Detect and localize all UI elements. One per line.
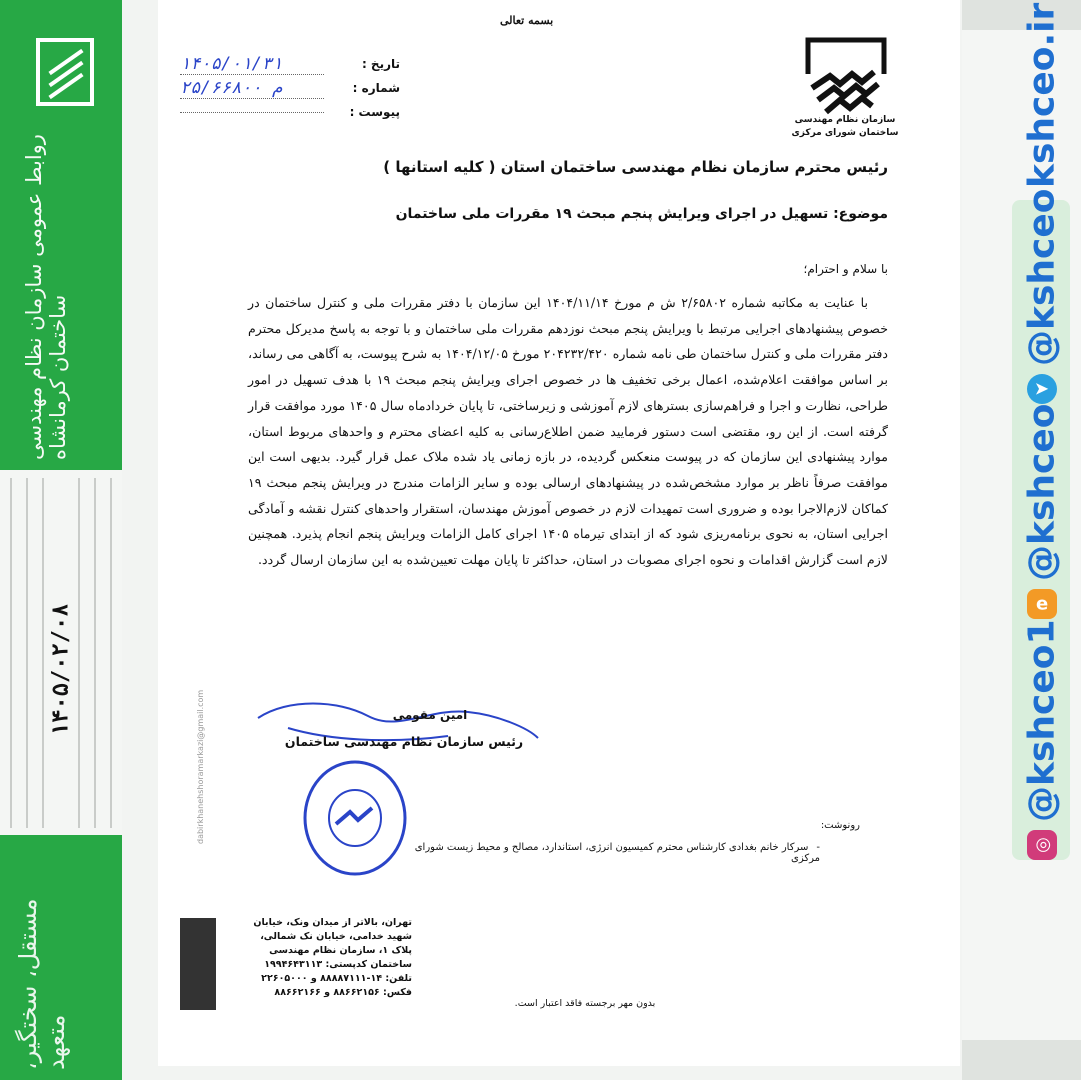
telegram-handle: @kshceo (1021, 188, 1063, 366)
left-banner-title: روابط عمومی سازمان نظام مهندسی ساختمان کرمانشاه (22, 134, 70, 460)
social-links (1016, 3, 1068, 860)
telegram-icon: ➤ (1027, 374, 1057, 404)
body-paragraph: با عنایت به مکاتبه شماره ۲/۶۵۸۰۲ ش م مورخ ۱۴۰۴/۱۱/۱۴ این سازمان با دفتر مقررات ملی و کنترل ساختمان در خصوص پیشنهادهای اجرایی مرتبط با ویرایش پنجم مبحث نوزدهم مقررات ملی ساختمان و با توجه به پاسخ مدیرکل محترم دفتر مقررات ملی و کنترل ساختمان طی نامه شماره ۲۰۴۲۳۲/۴۲۰ مورخ ۱۴۰۴/۱۲/۰۵ به شرح پیوست، به آگاهی می رساند، بر اساس موافقت اعلام‌شده، اعمال برخی تخفیف ها در خصوص اجرای ویرایش پنجم مبحث ۱۹ با هدف تسهیل در امور طراحی، نظارت و اجرا و فراهم‌سازی بسترهای لازم آموزشی و زیرساختی، تا پایان خردادماه سال ۱۴۰۵ مورد موافقت قرار گرفته است. از این رو، مقتضی است دستور فرمایید ضمن اطلاع‌رسانی به کلیه اعضای محترم و واحدهای مربوط استان، موارد پیشنهادی این سازمان که در پیوست منعکس گردیده، در بازه زمانی یاد شده ملاک عمل قرار گیرد. بدیهی است این موافقت صرفاً ناظر بر موارد مشخص‌شده در پیشنهادهای ارسالی بوده و سایر الزامات مندرج در ویرایش پنجم مبحث ۱۹ کماکان لازم‌الاجرا بوده و ضروری است تمهیدات لازم در خصوص آموزش مهندسان، استقرار واحدهای کنترل نقشه و آمادگی اجرایی استان، به نحوی برنامه‌ریزی شود که از ابتدای تیرماه ۱۴۰۵ اجرای کامل الزامات ویرایش پنجم انجام پذیرد. همچنین لازم است گزارش اقدامات و نحوه اجرای مصوبات در استان، حداکثر تا پایان مهلت تعیین‌شده به این سازمان ارسال گردد. (248, 295, 888, 568)
meta-date-label: تاریخ : (361, 57, 400, 71)
bismillah: بسمه تعالی (500, 14, 554, 27)
address-line: تلفن: ۱۴-۸۸۸۸۷۱۱۱ و ۲۲۶۰۵۰۰۰ (261, 973, 412, 984)
meta-attachment-value (180, 112, 324, 113)
validity-note: بدون مهر برجسته فاقد اعتبار است. (514, 998, 656, 1009)
right-corner-bottom (962, 1040, 1081, 1080)
meta-number-value: م ۲۵/۶۶۸۰۰ (180, 78, 324, 99)
official-stamp (300, 758, 410, 878)
meta-attachment-label: پیوست : (349, 105, 400, 119)
org-name: سازمان نظام مهندسی ساختمان شورای مرکزی (791, 115, 899, 138)
post-date: ۱۴۰۵/۰۲/۰۸ (48, 603, 74, 737)
cc-text (400, 842, 820, 864)
cc-recipient: سرکار خانم بغدادی کارشناس محترم کمیسیون انرژی، استاندارد، مصالح و محیط زیست شورای مرکزی (414, 842, 820, 864)
contact-email: dabirkhanehshoramarkazi@gmail.com (196, 690, 205, 845)
address-line: ساختمان کدپستی: ۱۹۹۴۶۴۳۱۱۳ (264, 959, 412, 970)
instagram-link[interactable] (1022, 619, 1063, 860)
website-link[interactable] (1022, 3, 1063, 188)
meta-attachment (180, 100, 400, 124)
meta-number (180, 76, 400, 100)
left-banner-bottom (0, 835, 122, 1080)
left-banner-slogan: مستقل، سختگیر، متعهد (14, 898, 70, 1070)
greeting: با سلام و احترام؛ (803, 262, 888, 276)
signer-name: امین مقومی (392, 708, 468, 722)
cc-dash: - (816, 842, 820, 853)
left-banner-top (0, 0, 122, 470)
subject: موضوع: تسهیل در اجرای ویرایش پنجم مبحث ۱۹ مقررات ملی ساختمان (395, 206, 888, 222)
telegram-link[interactable] (1022, 188, 1063, 404)
letter-meta (180, 52, 400, 124)
recipient: رئیس محترم سازمان نظام مهندسی ساختمان استان ( کلیه استانها ) (383, 158, 888, 176)
meta-date-value: ۱۴۰۵/۰۱/۳۱ (180, 54, 324, 75)
address-block (222, 916, 412, 1000)
letter-body (248, 290, 888, 573)
cc-label: رونوشت: (820, 820, 860, 831)
eitaa-link[interactable] (1022, 404, 1063, 620)
address-line: تهران، بالاتر از میدان ونک، خیابان (253, 917, 412, 928)
eitaa-icon: e (1027, 589, 1057, 619)
meta-date (180, 52, 400, 76)
address-line: شهید خدامی، خیابان نک شمالی، (260, 931, 412, 942)
meta-number-label: شماره : (352, 81, 400, 95)
address-line: پلاک ۱، سازمان نظام مهندسی (269, 945, 412, 956)
signer-title: رئیس سازمان نظام مهندسی ساختمان (284, 734, 524, 749)
website-url: kshceo.ir (1021, 3, 1063, 189)
instagram-handle: @kshceo1 (1021, 619, 1063, 822)
instagram-icon: ◎ (1027, 830, 1057, 860)
eitaa-handle: @kshceo (1021, 403, 1063, 582)
org-logo-icon (804, 36, 888, 118)
left-banner (0, 0, 122, 1080)
footer-qr-block (180, 918, 216, 1010)
address-line: فکس: ۸۸۶۶۲۱۵۶ و ۸۸۶۶۲۱۶۶ (274, 987, 412, 998)
org-logo-icon (36, 38, 94, 106)
